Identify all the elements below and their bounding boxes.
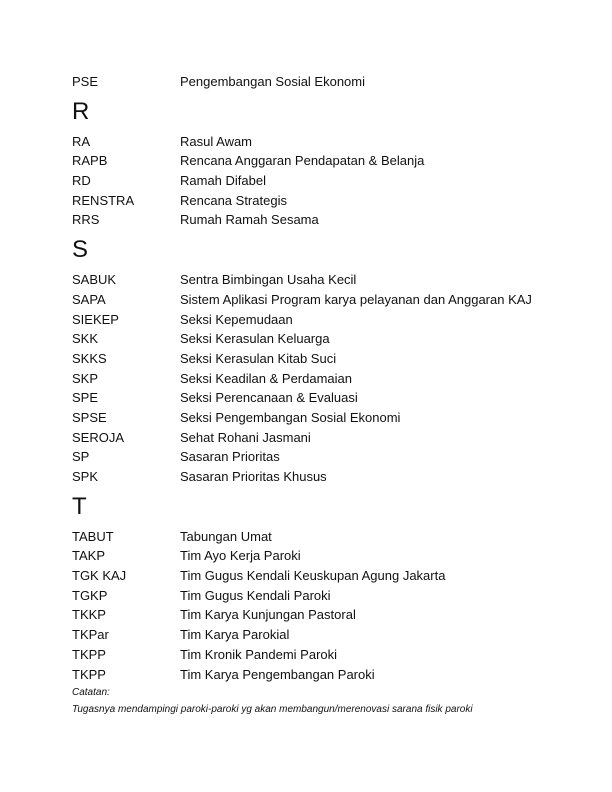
abbreviation: SIEKEP — [72, 311, 119, 327]
abbreviation: TKPP — [72, 646, 106, 662]
glossary-row — [72, 388, 552, 408]
definition: Seksi Perencanaan & Evaluasi — [180, 390, 358, 406]
abbreviation: SPE — [72, 390, 99, 406]
definition: Seksi Keadilan & Perdamaian — [180, 370, 352, 386]
glossary-row — [72, 171, 552, 191]
abbreviation: RA — [72, 133, 91, 149]
glossary-row — [72, 566, 552, 586]
glossary-row — [72, 132, 552, 152]
glossary-row — [72, 329, 552, 349]
abbreviation: TGKP — [72, 587, 108, 603]
definition: Tim Karya Parokial — [180, 627, 290, 643]
glossary-row — [72, 605, 552, 625]
glossary-row — [72, 447, 552, 467]
definition: Tim Karya Kunjungan Pastoral — [180, 607, 356, 623]
definition: Rencana Anggaran Pendapatan & Belanja — [180, 153, 425, 169]
definition: Sentra Bimbingan Usaha Kecil — [180, 272, 357, 288]
glossary-row — [72, 428, 552, 448]
glossary-row — [72, 408, 552, 428]
abbreviation: SPSE — [72, 409, 107, 425]
definition: Sehat Rohani Jasmani — [180, 429, 311, 445]
glossary-row — [72, 72, 552, 92]
section-letter-r: R — [72, 97, 90, 125]
abbreviation: SP — [72, 449, 90, 465]
definition: Tim Karya Pengembangan Paroki — [180, 666, 375, 682]
abbreviation: RRS — [72, 212, 100, 228]
abbreviation: SAPA — [72, 291, 106, 307]
glossary-row — [72, 310, 552, 330]
definition: Seksi Kerasulan Keluarga — [180, 331, 330, 347]
glossary-row — [72, 191, 552, 211]
abbreviation: SEROJA — [72, 429, 125, 445]
definition: Rencana Strategis — [180, 192, 287, 208]
abbreviation: TABUT — [72, 528, 114, 544]
abbreviation: PSE — [72, 74, 99, 89]
definition: Ramah Difabel — [180, 173, 266, 189]
abbreviation: SKK — [72, 331, 99, 347]
abbreviation: TKKP — [72, 607, 106, 623]
section-letter-s: S — [72, 236, 89, 264]
glossary-row — [72, 270, 552, 290]
note-label: Catatan: — [72, 687, 110, 699]
glossary-row — [72, 665, 552, 685]
glossary-row — [72, 625, 552, 645]
definition: Pengembangan Sosial Ekonomi — [180, 74, 366, 89]
definition: Tim Gugus Kendali Keuskupan Agung Jakarta — [180, 568, 446, 584]
abbreviation: TKPP — [72, 666, 106, 682]
definition: Seksi Pengembangan Sosial Ekonomi — [180, 409, 401, 425]
glossary-row — [72, 467, 552, 487]
definition: Sasaran Prioritas — [180, 449, 280, 465]
glossary-row — [72, 527, 552, 547]
glossary-row — [72, 645, 552, 665]
abbreviation: TGK KAJ — [72, 568, 127, 584]
glossary-row — [72, 210, 552, 230]
abbreviation: SPK — [72, 469, 99, 484]
glossary-row — [72, 290, 552, 310]
abbreviation: SKP — [72, 370, 99, 386]
glossary-row — [72, 369, 552, 389]
abbreviation: SABUK — [72, 272, 117, 288]
glossary-page — [72, 72, 552, 718]
abbreviation: TKPar — [72, 627, 109, 643]
glossary-row — [72, 546, 552, 566]
abbreviation: RD — [72, 173, 91, 189]
glossary-row — [72, 349, 552, 369]
definition: Rasul Awam — [180, 133, 253, 149]
definition: Sasaran Prioritas Khusus — [180, 469, 327, 484]
abbreviation: RAPB — [72, 153, 108, 169]
definition: Tim Gugus Kendali Paroki — [180, 587, 331, 603]
glossary-row — [72, 151, 552, 171]
note-text: Tugasnya mendampingi paroki-paroki yg akan membangun/merenovasi sarana fisik paroki — [72, 704, 473, 716]
definition: Seksi Kepemudaan — [180, 311, 293, 327]
definition: Rumah Ramah Sesama — [180, 212, 319, 228]
definition: Seksi Kerasulan Kitab Suci — [180, 350, 337, 366]
definition: Sistem Aplikasi Program karya pelayanan dan Anggaran KAJ — [180, 291, 532, 307]
definition: Tabungan Umat — [180, 528, 272, 544]
abbreviation: TAKP — [72, 548, 105, 564]
section-letter-t: T — [72, 492, 87, 520]
definition: Tim Kronik Pandemi Paroki — [180, 646, 338, 662]
definition: Tim Ayo Kerja Paroki — [180, 548, 301, 564]
abbreviation: RENSTRA — [72, 192, 135, 208]
glossary-row — [72, 586, 552, 606]
abbreviation: SKKS — [72, 350, 107, 366]
